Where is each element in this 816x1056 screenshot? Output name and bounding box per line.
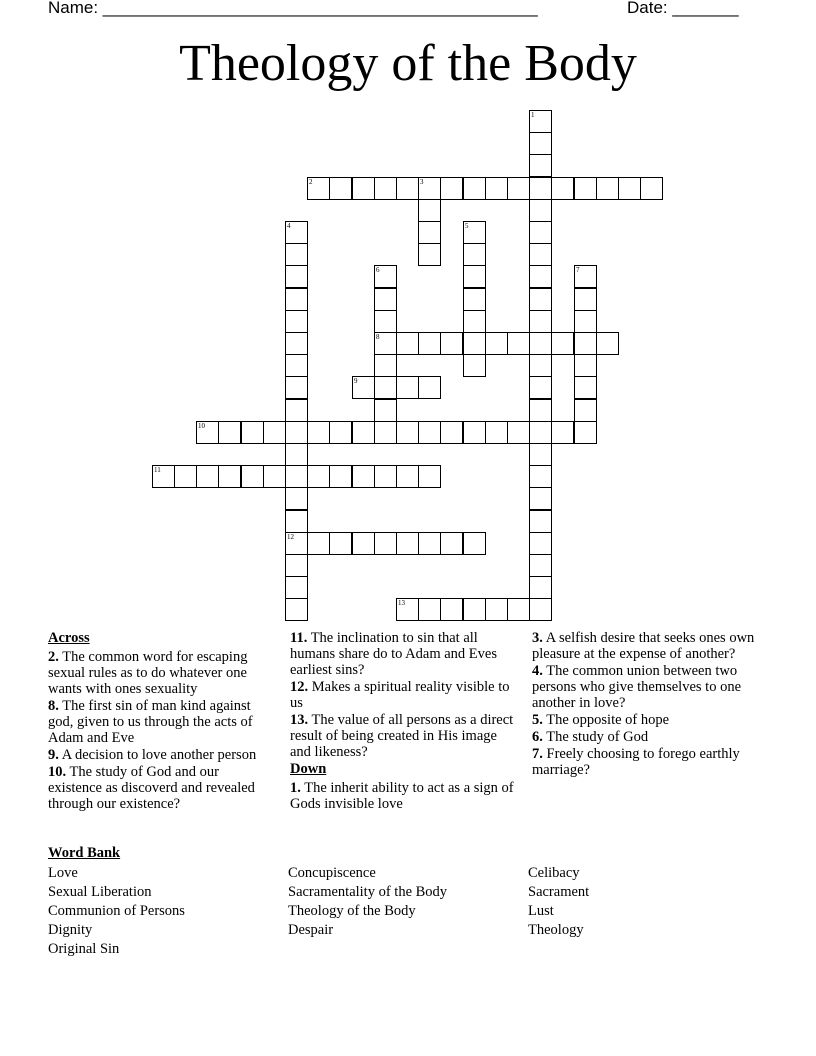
- crossword-cell[interactable]: [285, 288, 308, 311]
- word-bank-item: Love: [48, 865, 78, 881]
- clue-number: 7.: [532, 746, 543, 762]
- clue-text: The inherit ability to act as a sign of Gods invisible love: [290, 780, 514, 812]
- clue-across-11: [290, 630, 518, 678]
- clue-across-9: [48, 747, 276, 763]
- crossword-cell[interactable]: [529, 576, 552, 599]
- across-heading: Across: [48, 630, 90, 646]
- crossword-cell[interactable]: [463, 243, 486, 266]
- clue-down-5: [532, 712, 768, 728]
- clue-number: 6.: [532, 729, 543, 745]
- clue-number-label: 8: [376, 333, 380, 341]
- crossword-cell[interactable]: [485, 177, 508, 200]
- crossword-cell[interactable]: [596, 332, 619, 355]
- clue-text: The value of all persons as a direct result of being created in His image and likeness?: [290, 712, 514, 760]
- clue-text: The study of God: [542, 729, 649, 745]
- clue-across-2: [48, 649, 276, 697]
- crossword-cell[interactable]: [174, 465, 197, 488]
- clue-number-label: 4: [287, 222, 291, 230]
- clue-number-label: 12: [287, 533, 294, 541]
- crossword-cell[interactable]: [529, 177, 552, 200]
- crossword-cell[interactable]: [418, 532, 441, 555]
- crossword-cell[interactable]: [285, 487, 308, 510]
- word-bank-item: Communion of Persons: [48, 903, 185, 919]
- word-bank-item: Theology of the Body: [288, 903, 416, 919]
- crossword-cell[interactable]: [485, 332, 508, 355]
- crossword-cell[interactable]: [529, 354, 552, 377]
- crossword-cell[interactable]: [440, 532, 463, 555]
- clue-down-6: [532, 729, 768, 745]
- clue-text: A selfish desire that seeks ones own pleasure at the expense of another?: [532, 630, 755, 662]
- crossword-cell[interactable]: [574, 332, 597, 355]
- crossword-cell[interactable]: [529, 310, 552, 333]
- crossword-cell[interactable]: [463, 532, 486, 555]
- clue-across-12: [290, 679, 518, 711]
- clue-number-label: 10: [198, 422, 205, 430]
- word-bank-item: Despair: [288, 922, 334, 938]
- crossword-cell[interactable]: [485, 421, 508, 444]
- crossword-cell[interactable]: [529, 288, 552, 311]
- crossword-cell[interactable]: [374, 532, 397, 555]
- clue-text: Makes a spiritual reality visible to us: [290, 679, 510, 711]
- crossword-cell[interactable]: [529, 554, 552, 577]
- clue-text: The opposite of hope: [542, 712, 670, 728]
- crossword-cell[interactable]: [307, 465, 330, 488]
- clue-down-1: [290, 780, 518, 812]
- crossword-cell[interactable]: [485, 598, 508, 621]
- crossword-cell[interactable]: [529, 443, 552, 466]
- word-bank-item: Concupiscence: [288, 865, 376, 881]
- crossword-cell[interactable]: [241, 421, 264, 444]
- crossword-cell[interactable]: [285, 332, 308, 355]
- crossword-cell[interactable]: [574, 288, 597, 311]
- crossword-cell[interactable]: [329, 421, 352, 444]
- clue-text: The first sin of man kind against god, given to us through the acts of Adam and Eve: [48, 698, 253, 746]
- clue-number-label: 1: [531, 111, 535, 119]
- crossword-cell[interactable]: [529, 399, 552, 422]
- crossword-cell[interactable]: [374, 310, 397, 333]
- crossword-cell[interactable]: [463, 332, 486, 355]
- clue-text: The common word for escaping sexual rules as to do whatever one wants with ones sexuality: [48, 649, 248, 697]
- crossword-cell[interactable]: [529, 421, 552, 444]
- crossword-cell[interactable]: [396, 376, 419, 399]
- crossword-cell[interactable]: [374, 421, 397, 444]
- clue-number-label: 3: [420, 178, 424, 186]
- crossword-cell[interactable]: [529, 154, 552, 177]
- crossword-cell[interactable]: [285, 554, 308, 577]
- crossword-cell[interactable]: [396, 332, 419, 355]
- crossword-cell[interactable]: [463, 288, 486, 311]
- crossword-cell[interactable]: [551, 332, 574, 355]
- clue-number: 10.: [48, 764, 67, 780]
- clue-number: 13.: [290, 712, 309, 728]
- word-bank-item: Theology: [528, 922, 584, 938]
- word-bank-item: Lust: [528, 903, 554, 919]
- crossword-cell[interactable]: [218, 421, 241, 444]
- date-field[interactable]: Date: _______: [627, 0, 739, 17]
- clue-down-7: [532, 746, 768, 778]
- crossword-cell[interactable]: [574, 376, 597, 399]
- crossword-cell[interactable]: [374, 288, 397, 311]
- crossword-cell[interactable]: [285, 310, 308, 333]
- crossword-cell[interactable]: [640, 177, 663, 200]
- crossword-cell[interactable]: [418, 332, 441, 355]
- crossword-cell[interactable]: [574, 354, 597, 377]
- crossword-cell[interactable]: [285, 510, 308, 533]
- crossword-cell[interactable]: [529, 510, 552, 533]
- clue-number: 12.: [290, 679, 309, 695]
- crossword-cell[interactable]: [285, 243, 308, 266]
- crossword-cell[interactable]: [374, 354, 397, 377]
- clue-number-label: 7: [576, 266, 580, 274]
- crossword-cell[interactable]: [285, 265, 308, 288]
- crossword-cell[interactable]: [529, 199, 552, 222]
- crossword-cell[interactable]: [529, 532, 552, 555]
- crossword-cell[interactable]: [352, 177, 375, 200]
- crossword-cell[interactable]: [285, 598, 308, 621]
- crossword-cell[interactable]: [418, 221, 441, 244]
- word-bank-item: Celibacy: [528, 865, 580, 881]
- crossword-cell[interactable]: [352, 465, 375, 488]
- crossword-cell[interactable]: [418, 199, 441, 222]
- crossword-cell[interactable]: [374, 399, 397, 422]
- crossword-cell[interactable]: [285, 354, 308, 377]
- crossword-cell[interactable]: [396, 465, 419, 488]
- crossword-cell[interactable]: [329, 465, 352, 488]
- word-bank-column-1: [48, 864, 185, 959]
- crossword-cell[interactable]: [507, 177, 530, 200]
- word-bank-item: Sacramentality of the Body: [288, 884, 448, 900]
- crossword-cell[interactable]: [241, 465, 264, 488]
- crossword-cell[interactable]: [263, 465, 286, 488]
- crossword-cell[interactable]: [285, 399, 308, 422]
- crossword-cell[interactable]: [618, 177, 641, 200]
- crossword-cell[interactable]: [374, 177, 397, 200]
- crossword-cell[interactable]: [463, 354, 486, 377]
- word-bank-item: Sacrament: [528, 884, 590, 900]
- crossword-cell[interactable]: [463, 265, 486, 288]
- crossword-cell[interactable]: [352, 421, 375, 444]
- crossword-cell[interactable]: [574, 310, 597, 333]
- clues-column-2: [290, 630, 518, 813]
- down-heading: Down: [290, 761, 327, 777]
- crossword-cell[interactable]: [529, 332, 552, 355]
- crossword-cell[interactable]: [285, 576, 308, 599]
- word-bank-column-2: [288, 864, 447, 940]
- crossword-cell[interactable]: [285, 421, 308, 444]
- crossword-cell[interactable]: [529, 221, 552, 244]
- crossword-cell[interactable]: [574, 421, 597, 444]
- clue-text: Freely choosing to forego earthly marriage?: [532, 746, 740, 778]
- crossword-cell[interactable]: [352, 532, 375, 555]
- crossword-cell[interactable]: [418, 465, 441, 488]
- clue-number: 4.: [532, 663, 543, 679]
- crossword-cell[interactable]: [529, 598, 552, 621]
- crossword-cell[interactable]: [507, 598, 530, 621]
- word-bank-column-3: [528, 864, 589, 940]
- crossword-cell[interactable]: [574, 399, 597, 422]
- clue-number: 1.: [290, 780, 301, 796]
- clues-column-3: [532, 630, 768, 779]
- crossword-cell[interactable]: [374, 465, 397, 488]
- crossword-cell[interactable]: [396, 532, 419, 555]
- crossword-cell[interactable]: [307, 532, 330, 555]
- clue-across-8: [48, 698, 276, 746]
- clue-text: The study of God and our existence as discoverd and revealed through our existence?: [48, 764, 255, 812]
- clue-number-label: 6: [376, 266, 380, 274]
- crossword-cell[interactable]: [551, 421, 574, 444]
- crossword-cell[interactable]: [329, 532, 352, 555]
- crossword-cell[interactable]: [418, 376, 441, 399]
- word-bank-heading: Word Bank: [48, 845, 121, 861]
- crossword-cell[interactable]: [463, 177, 486, 200]
- crossword-cell[interactable]: [440, 332, 463, 355]
- clue-text: A decision to love another person: [58, 747, 257, 763]
- crossword-cell[interactable]: [529, 487, 552, 510]
- crossword-cell[interactable]: [396, 177, 419, 200]
- clue-number: 11.: [290, 630, 308, 646]
- clue-text: The common union between two persons who give themselves to one another in love?: [532, 663, 742, 711]
- crossword-cell[interactable]: [529, 376, 552, 399]
- clue-number-label: 13: [398, 599, 405, 607]
- crossword-cell[interactable]: [529, 132, 552, 155]
- crossword-cell[interactable]: [440, 598, 463, 621]
- clue-number: 8.: [48, 698, 59, 714]
- clue-down-3: [532, 630, 768, 662]
- clue-number: 2.: [48, 649, 59, 665]
- crossword-cell[interactable]: [285, 443, 308, 466]
- crossword-cell[interactable]: [440, 421, 463, 444]
- crossword-cell[interactable]: [418, 243, 441, 266]
- clue-number-label: 5: [465, 222, 469, 230]
- crossword-cell[interactable]: [574, 177, 597, 200]
- crossword-cell[interactable]: [507, 332, 530, 355]
- page-title: Theology of the Body: [179, 35, 637, 92]
- word-bank-item: Dignity: [48, 922, 93, 938]
- word-bank-item: Original Sin: [48, 941, 120, 957]
- clue-number: 5.: [532, 712, 543, 728]
- clue-number: 3.: [532, 630, 543, 646]
- clue-number-label: 2: [309, 178, 313, 186]
- crossword-cell[interactable]: [263, 421, 286, 444]
- name-field[interactable]: Name: ______________________________________________: [48, 0, 538, 17]
- crossword-cell[interactable]: [285, 465, 308, 488]
- crossword-cell[interactable]: [440, 177, 463, 200]
- crossword-cell[interactable]: [196, 465, 219, 488]
- crossword-cell[interactable]: [218, 465, 241, 488]
- crossword-cell[interactable]: [529, 243, 552, 266]
- clue-down-4: [532, 663, 768, 711]
- clue-number-label: 9: [354, 377, 358, 385]
- crossword-cell[interactable]: [529, 265, 552, 288]
- crossword-cell[interactable]: [418, 598, 441, 621]
- crossword-cell[interactable]: [396, 421, 419, 444]
- crossword-cell[interactable]: [329, 177, 352, 200]
- clue-text: The inclination to sin that all humans share do to Adam and Eves earliest sins?: [290, 630, 497, 678]
- crossword-cell[interactable]: [551, 177, 574, 200]
- word-bank-item: Sexual Liberation: [48, 884, 152, 900]
- crossword-cell[interactable]: [507, 421, 530, 444]
- crossword-cell[interactable]: [463, 421, 486, 444]
- crossword-cell[interactable]: [285, 376, 308, 399]
- crossword-cell[interactable]: [307, 421, 330, 444]
- clue-across-13: [290, 712, 518, 760]
- crossword-cell[interactable]: [529, 465, 552, 488]
- clues-column-1: [48, 630, 276, 813]
- clue-number: 9.: [48, 747, 59, 763]
- clue-number-label: 11: [154, 466, 161, 474]
- crossword-cell[interactable]: [418, 421, 441, 444]
- crossword-cell[interactable]: [596, 177, 619, 200]
- clue-across-10: [48, 764, 276, 812]
- crossword-cell[interactable]: [463, 598, 486, 621]
- crossword-cell[interactable]: [463, 310, 486, 333]
- crossword-cell[interactable]: [374, 376, 397, 399]
